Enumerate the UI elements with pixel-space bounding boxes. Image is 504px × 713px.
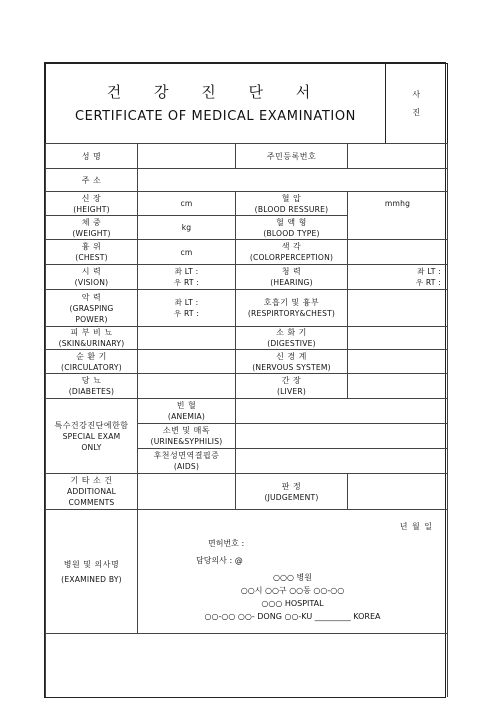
examined-by-field xyxy=(138,510,448,634)
photo-box xyxy=(386,64,448,144)
title-english: CERTIFICATE OF MEDICAL EXAMINATION xyxy=(75,108,356,124)
anemia-label: 빈 혈 (ANEMIA) xyxy=(138,399,236,424)
examined-by-label: 병원 및 의사명 (EXAMINED BY) xyxy=(46,510,138,634)
hearing-label: 청 력 (HEARING) xyxy=(236,265,348,290)
judgement-field[interactable] xyxy=(348,474,448,510)
bp-label: 혈 압 (BLOOD RESSURE) xyxy=(236,192,348,216)
grasp-label: 악 력 (GRASPING POWER) xyxy=(46,290,138,327)
license-number[interactable]: 면허번호 : xyxy=(208,539,245,548)
address-field[interactable] xyxy=(138,169,448,192)
hospital-name-english: ○○○ HOSPITAL xyxy=(261,599,324,608)
grasp-field[interactable]: 좌 LT : 우 RT : xyxy=(138,290,236,327)
aids-label: 후천성면역결핍증 (AIDS) xyxy=(138,449,236,474)
diabetes-label: 당 뇨 (DIABETES) xyxy=(46,374,138,399)
nervous-label: 신 경 계 (NERVOUS SYSTEM) xyxy=(236,350,348,374)
weight-field[interactable]: kg xyxy=(138,216,236,240)
hospital-address-korean: ○○시 ○○구 ○○동 ○○-○○ xyxy=(240,586,345,595)
urine-label: 소변 및 매독 (URINE&SYPHILIS) xyxy=(138,424,236,449)
address-label: 주 소 xyxy=(46,169,138,192)
chest-field[interactable]: cm xyxy=(138,240,236,265)
urine-field[interactable] xyxy=(236,424,448,449)
digestive-label: 소 화 기 (DIGESTIVE) xyxy=(236,327,348,350)
name-field[interactable] xyxy=(138,144,236,169)
chest-label: 흉 위 (CHEST) xyxy=(46,240,138,265)
weight-label: 체 중 (WEIGHT) xyxy=(46,216,138,240)
medical-certificate-form xyxy=(44,62,446,698)
height-field[interactable]: cm xyxy=(138,192,236,216)
photo-label-2: 진 xyxy=(412,107,421,117)
title-cell xyxy=(46,64,386,144)
aids-field[interactable] xyxy=(236,449,448,474)
liver-label: 간 장 (LIVER) xyxy=(236,374,348,399)
id-label: 주민등록번호 xyxy=(236,144,348,169)
blood-type-label: 혈 액 형 (BLOOD TYPE) xyxy=(236,216,348,240)
name-label: 성 명 xyxy=(46,144,138,169)
hospital-name-korean: ○○○ 병원 xyxy=(273,573,312,582)
exam-table xyxy=(45,143,448,697)
respiratory-label: 호흡기 및 흉부 (RESPIRTORY&CHEST) xyxy=(236,290,348,327)
bp-field[interactable]: mmhg xyxy=(348,192,448,240)
additional-field[interactable] xyxy=(138,474,236,510)
hospital-address-english: ○○-○○ ○○- DONG ○○-KU _________ KOREA xyxy=(204,612,381,621)
vision-label: 시 력 (VISION) xyxy=(46,265,138,290)
circulatory-label: 순 환 기 (CIRCULATORY) xyxy=(46,350,138,374)
bottom-blank-area xyxy=(46,634,448,697)
anemia-field[interactable] xyxy=(236,399,448,424)
judgement-label: 판 정 (JUDGEMENT) xyxy=(236,474,348,510)
nervous-field[interactable] xyxy=(348,350,448,374)
additional-label: 기 타 소 건 ADDITIONAL COMMENTS xyxy=(46,474,138,510)
vision-field[interactable]: 좌 LT : 우 RT : xyxy=(138,265,236,290)
photo-label-1: 사 xyxy=(412,89,421,99)
title-korean: 건 강 진 단 서 xyxy=(106,82,325,101)
diabetes-field[interactable] xyxy=(138,374,236,399)
exam-date[interactable]: 년 월 일 xyxy=(399,522,433,531)
respiratory-field[interactable] xyxy=(348,290,448,327)
header-table xyxy=(45,63,448,144)
color-field[interactable] xyxy=(348,240,448,265)
circulatory-field[interactable] xyxy=(138,350,236,374)
color-label: 색 각 (COLORPERCEPTION) xyxy=(236,240,348,265)
digestive-field[interactable] xyxy=(348,327,448,350)
doctor-signature[interactable]: 담당의사 : @ xyxy=(196,556,243,565)
special-exam-label: 특수건강진단에한함 SPECIAL EXAM ONLY xyxy=(46,399,138,474)
skin-field[interactable] xyxy=(138,327,236,350)
height-label: 신 장 (HEIGHT) xyxy=(46,192,138,216)
hearing-field[interactable]: 좌 LT : 우 RT : xyxy=(348,265,448,290)
id-field[interactable] xyxy=(348,144,448,169)
liver-field[interactable] xyxy=(348,374,448,399)
skin-label: 피 부 비 뇨 (SKIN&URINARY) xyxy=(46,327,138,350)
